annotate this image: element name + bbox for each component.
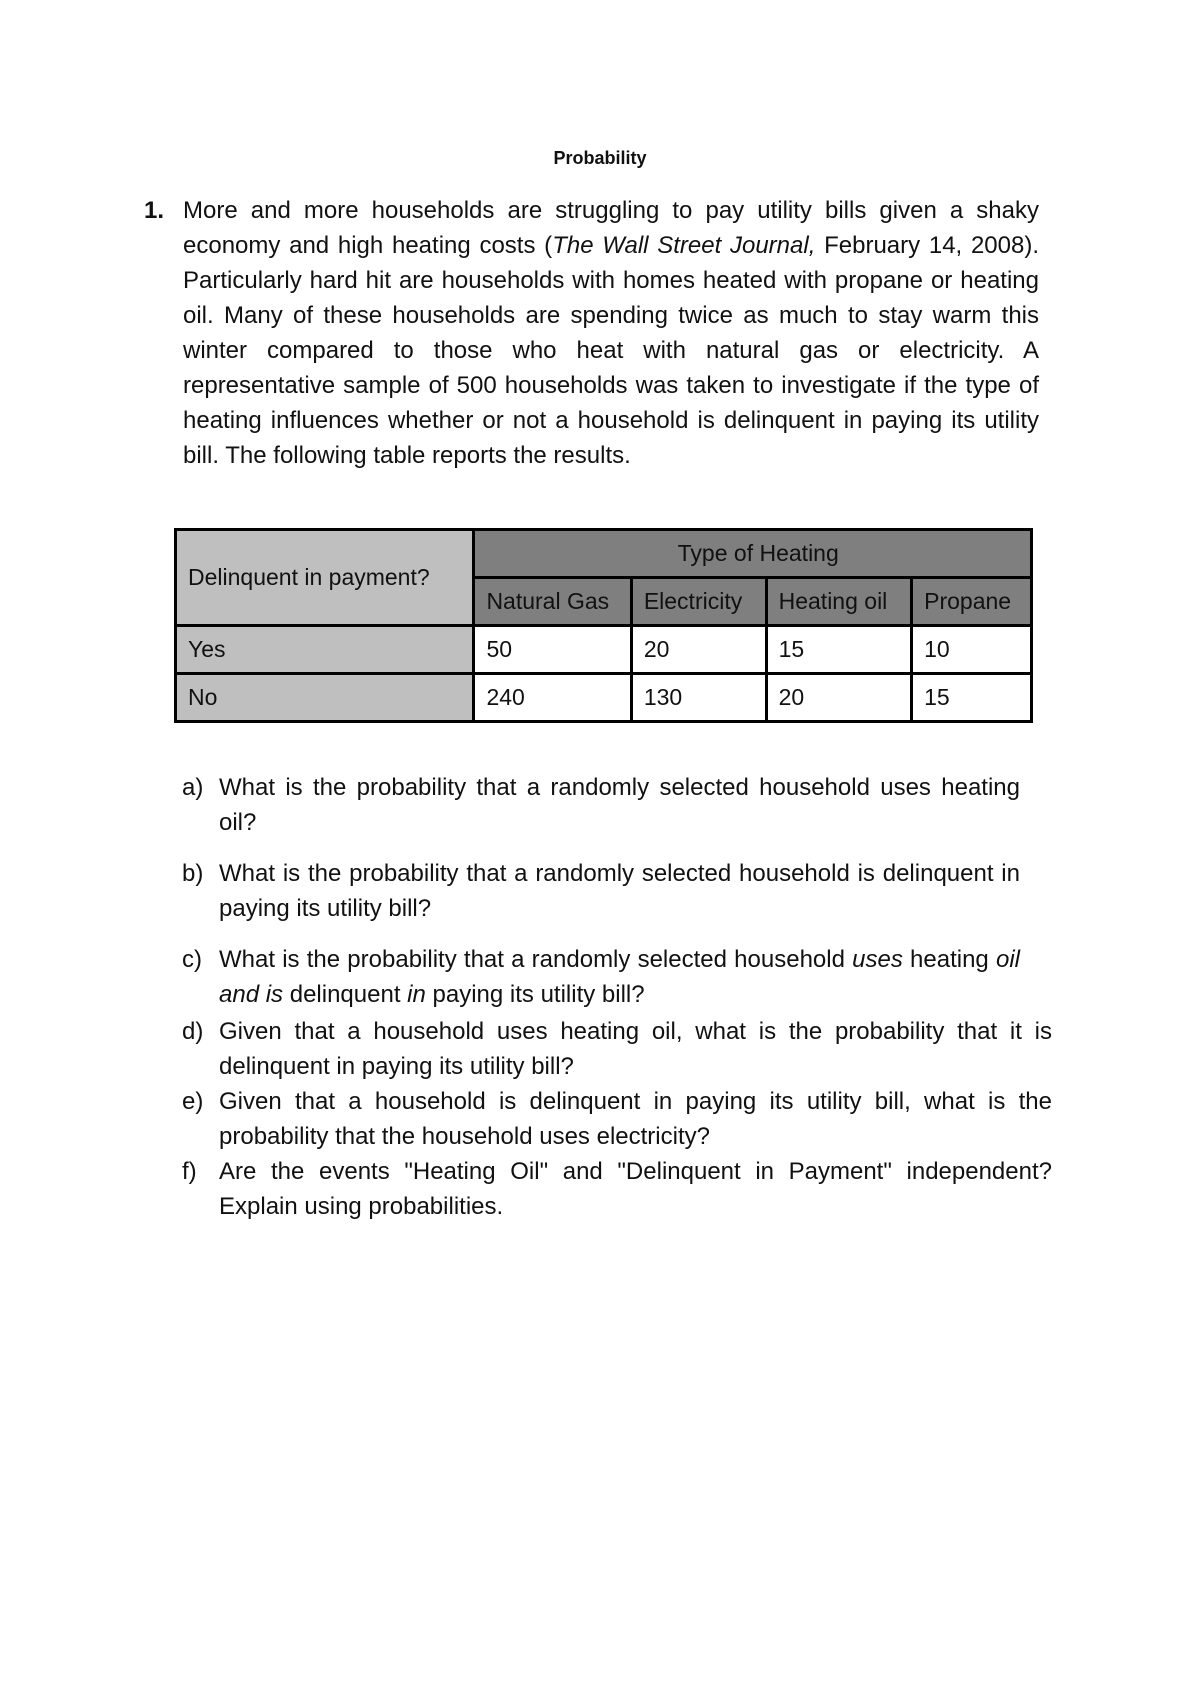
table-cell: 10 xyxy=(912,626,1032,674)
part-b-text: What is the probability that a randomly selected household is delinquent in paying its utility bill? xyxy=(219,860,1020,922)
part-a xyxy=(182,770,1020,840)
table-row-yes xyxy=(176,626,1032,674)
part-a-text: What is the probability that a randomly selected household uses heating oil? xyxy=(219,774,1020,836)
row-label-yes: Yes xyxy=(176,626,474,674)
part-f-letter: f) xyxy=(182,1158,197,1185)
intro-text-2: February 14, 2008). Particularly hard hit are households with homes heated with propane or heating oil. Many of these households are spending twice as much to stay warm this winter compared to those who heat with natural gas or electricity. A representative sample of 500 households was taken to investigate if the type of heating influences whether or not a household is delinquent in paying its utility bill. The following table reports the results. xyxy=(183,232,1040,469)
part-c-text-4: paying its utility bill? xyxy=(425,981,645,1008)
intro-text-1: More and more households are struggling to pay utility bills given a shaky economy and high heating costs ( xyxy=(183,197,1039,259)
page-title: Probability xyxy=(553,148,647,168)
table-cell: 130 xyxy=(631,674,766,722)
part-c-text-2: heating xyxy=(902,946,996,973)
col-header-natural-gas: Natural Gas xyxy=(474,578,631,626)
question-number: 1. xyxy=(144,197,165,224)
table-cell: 15 xyxy=(766,626,912,674)
group-header-type-of-heating: Type of Heating xyxy=(474,530,1032,578)
row-header-delinquent: Delinquent in payment? xyxy=(176,530,474,626)
col-header-heating-oil: Heating oil xyxy=(766,578,912,626)
part-f xyxy=(182,1154,1052,1224)
part-a-letter: a) xyxy=(182,774,204,801)
table-cell: 50 xyxy=(474,626,631,674)
part-f-text: Are the events "Heating Oil" and "Delinquent in Payment" independent? Explain using probabilities. xyxy=(219,1158,1052,1220)
part-c-text-1: What is the probability that a randomly selected household xyxy=(219,946,853,973)
part-b xyxy=(182,856,1020,926)
col-header-propane: Propane xyxy=(912,578,1032,626)
part-e xyxy=(182,1084,1052,1154)
intro-source: The Wall Street Journal, xyxy=(552,232,816,259)
part-c-text-3: delinquent xyxy=(283,981,408,1008)
part-c-italic-in: in xyxy=(407,981,426,1008)
part-e-letter: e) xyxy=(182,1088,204,1115)
part-e-text: Given that a household is delinquent in paying its utility bill, what is the probability that the household uses electricity? xyxy=(219,1088,1052,1150)
row-label-no: No xyxy=(176,674,474,722)
question-parts xyxy=(182,770,1052,1224)
table-cell: 240 xyxy=(474,674,631,722)
part-d-text: Given that a household uses heating oil, what is the probability that it is delinquent in paying its utility bill? xyxy=(219,1018,1052,1080)
part-d xyxy=(182,1014,1052,1084)
part-c-text xyxy=(219,942,1020,1012)
table-cell: 15 xyxy=(912,674,1032,722)
table-row-no xyxy=(176,674,1032,722)
table-cell: 20 xyxy=(631,626,766,674)
part-c-italic-uses: uses xyxy=(852,946,903,973)
part-c-italic-oil-and-is: oil and is xyxy=(219,946,1020,1008)
question-intro xyxy=(183,193,1039,473)
part-b-letter: b) xyxy=(182,860,204,887)
part-c xyxy=(182,942,1020,1012)
heating-table xyxy=(174,528,1033,723)
table-cell: 20 xyxy=(766,674,912,722)
part-d-letter: d) xyxy=(182,1018,204,1045)
col-header-electricity: Electricity xyxy=(631,578,766,626)
part-c-letter: c) xyxy=(182,946,202,973)
